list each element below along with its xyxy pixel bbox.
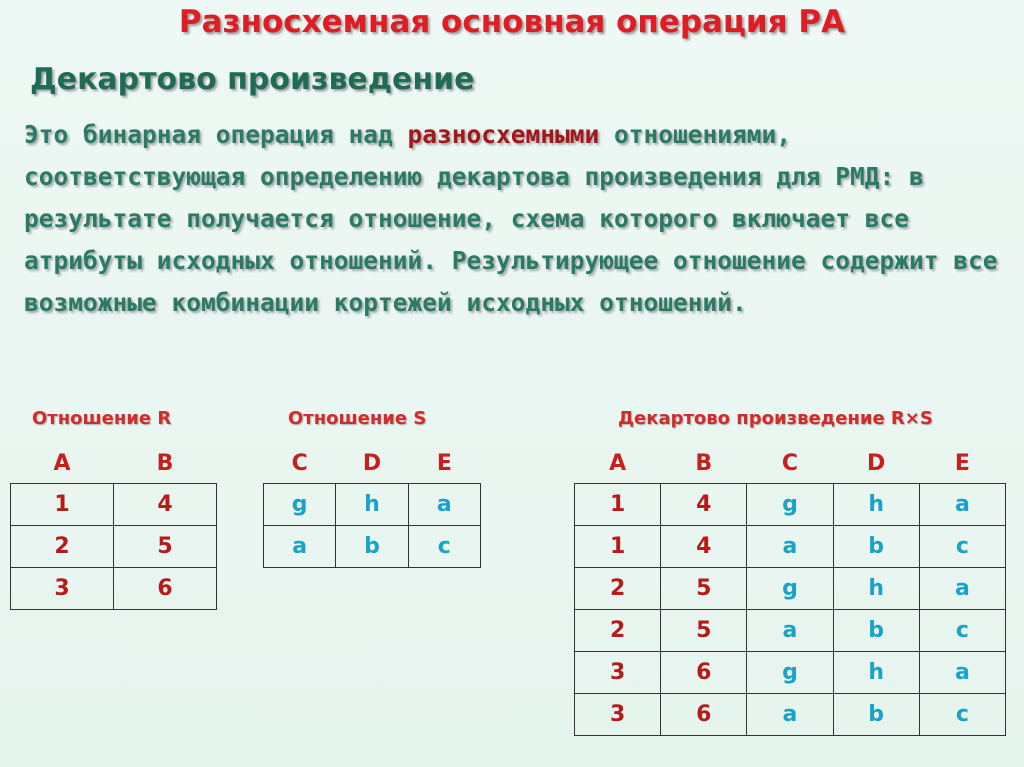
table-row (575, 610, 1006, 652)
paragraph-highlight: разносхемными (407, 120, 600, 149)
column-header: C (291, 450, 308, 476)
table-cell: 3 (575, 694, 661, 736)
table-cell: 2 (575, 568, 661, 610)
table-cell: 4 (661, 526, 747, 568)
table-cell: 4 (114, 484, 217, 526)
table-cell: b (833, 694, 919, 736)
table-cell: c (408, 526, 480, 568)
table-cell: c (919, 526, 1005, 568)
table-cell: g (747, 484, 833, 526)
column-header: D (362, 450, 382, 476)
table-cell: 2 (11, 526, 114, 568)
table-cell: 6 (661, 652, 747, 694)
table-cell: h (833, 652, 919, 694)
paragraph-text-start: Это бинарная операция над (24, 120, 408, 149)
column-header: C (781, 450, 799, 476)
table-cell: 3 (575, 652, 661, 694)
table-cell: a (747, 610, 833, 652)
slide-subtitle: Декартово произведение (30, 62, 475, 97)
table-cell: a (747, 694, 833, 736)
table-cell: 5 (661, 568, 747, 610)
paragraph-text-end: отношениями, соответствующая определению декартова произведения для РМД: в результате получается отношение, схема которого включает все атрибуты исходных отношений. Результирующее отношение содержит все возможные комбинации кортежей исходных отношений. (24, 120, 998, 317)
table-cell: a (264, 526, 336, 568)
relation-r-label: Отношение R (32, 408, 172, 429)
table-row (575, 526, 1006, 568)
table-header-row (11, 443, 217, 484)
table-cell: h (833, 484, 919, 526)
table-row (575, 694, 1006, 736)
table-cell: 1 (11, 484, 114, 526)
table-header-row (575, 443, 1006, 484)
table-cell: c (919, 610, 1005, 652)
table-cell: g (747, 568, 833, 610)
relation-s-label: Отношение S (288, 408, 427, 429)
table-cell: 6 (661, 694, 747, 736)
table-cell: a (919, 652, 1005, 694)
column-header: E (954, 450, 970, 476)
table-row (575, 652, 1006, 694)
table-row (11, 526, 217, 568)
table-cell: h (336, 484, 408, 526)
column-header: A (53, 450, 71, 476)
table-cell: b (833, 610, 919, 652)
column-header: B (695, 450, 713, 476)
table-row (11, 568, 217, 610)
table-cell: 1 (575, 526, 661, 568)
table-row (11, 484, 217, 526)
column-header: B (156, 450, 174, 476)
column-header: E (436, 450, 452, 476)
table-cell: 2 (575, 610, 661, 652)
table-cell: a (919, 568, 1005, 610)
table-row (575, 568, 1006, 610)
table-cell: 5 (114, 526, 217, 568)
table-cell: 3 (11, 568, 114, 610)
product-label: Декартово произведение R×S (618, 408, 933, 429)
table-cell: a (919, 484, 1005, 526)
product-table (574, 443, 1006, 736)
table-cell: c (919, 694, 1005, 736)
table-cell: b (833, 526, 919, 568)
table-cell: h (833, 568, 919, 610)
slide-title: Разносхемная основная операция РА (178, 4, 846, 40)
definition-paragraph (24, 114, 1009, 324)
table-cell: 6 (114, 568, 217, 610)
table-cell: a (747, 526, 833, 568)
table-cell: 1 (575, 484, 661, 526)
table-cell: g (747, 652, 833, 694)
relation-s-table (263, 443, 481, 568)
table-row (575, 484, 1006, 526)
relation-r-table (10, 443, 217, 610)
table-cell: 4 (661, 484, 747, 526)
table-row (264, 526, 481, 568)
table-cell: a (408, 484, 480, 526)
column-header: A (609, 450, 627, 476)
table-row (264, 484, 481, 526)
table-header-row (264, 443, 481, 484)
column-header: D (867, 450, 886, 476)
table-cell: g (264, 484, 336, 526)
table-cell: b (336, 526, 408, 568)
table-cell: 5 (661, 610, 747, 652)
